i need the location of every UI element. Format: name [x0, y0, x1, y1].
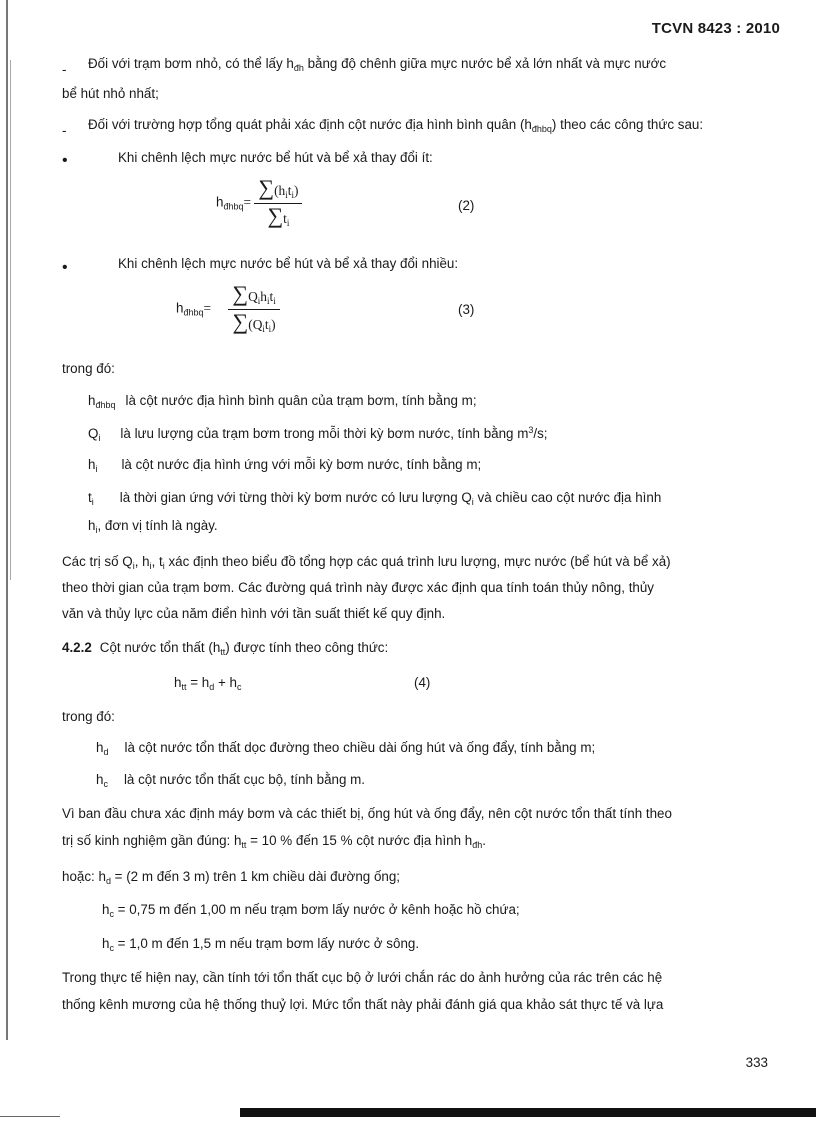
paragraph-5: $h_c = 1,0$ m đến 1,5 m nếu trạm bơm lấy nước ở sông. — [102, 936, 420, 953]
text-line-2: bể hút nhỏ nhất; — [62, 86, 159, 101]
formula-4-label: (4) — [414, 675, 431, 690]
paragraph-1-line-2: theo thời gian của trạm bơm. Các đường quá trình này được xác định qua tính toán thủy nông, thủy — [62, 580, 654, 595]
formula-3: $h_{đhbq}=$ $\frac{\sum Q_ih_it_i}{\sum(Q_it_i)}$ — [176, 284, 280, 335]
definition-hc: $h_c$ là cột nước tổn thất cục bộ, tính bằng m. — [96, 772, 366, 789]
list-dash: - — [62, 62, 67, 77]
definition-hdhbq: $h_{đhbq}$ là cột nước địa hình bình quân của trạm bơm, tính bằng m; — [88, 393, 477, 410]
paragraph-4: $h_c = 0,75$ m đến 1,00 m nếu trạm bơm lấy nước ở kênh hoặc hồ chứa; — [102, 902, 520, 919]
formula-3-label: (3) — [458, 302, 475, 317]
scan-edge-line — [6, 0, 8, 1040]
text-line-3: Đối với trường hợp tổng quát phải xác định cột nước địa hình bình quân $(h_{đhbq})$ theo các công thức sau: — [88, 117, 704, 134]
list-dash: - — [62, 123, 67, 138]
paragraph-1-line-1: Các trị số $Q_i$, $h_i$, $t_i$ xác định theo biểu đồ tổng hợp các quá trình lưu lượng, mực nước (bể hút và bể xả) — [62, 554, 671, 571]
scan-bottom-bar — [240, 1108, 816, 1117]
paragraph-2-line-1: Vì ban đầu chưa xác định máy bơm và các thiết bị, ống hút và ống đẩy, nên cột nước tổn thất tính theo — [62, 806, 672, 821]
list-bullet: • — [62, 152, 68, 169]
bullet-text-2: Khi chênh lệch mực nước bể hút và bể xả thay đổi nhiều: — [118, 256, 459, 271]
standard-code-header: TCVN 8423 : 2010 — [651, 20, 780, 37]
formula-2: $h_{đhbq}=$ $\frac{\sum(h_it_i)}{\sum t_i}$ — [216, 178, 302, 229]
definition-Qi: $Q_i$ là lưu lượng của trạm bơm trong mỗi thời kỳ bơm nước, tính bằng $m^3/s$; — [88, 425, 548, 443]
definition-ti-cont: $h_i$, đơn vị tính là ngày. — [88, 518, 218, 535]
paragraph-6-line-2: thống kênh mương của hệ thống thuỷ lợi. Mức tổn thất này phải đánh giá qua khảo sát thực tế và lựa — [62, 997, 664, 1012]
formula-2-label: (2) — [458, 198, 475, 213]
bullet-text-1: Khi chênh lệch mực nước bể hút và bể xả thay đổi ít: — [118, 150, 433, 165]
page-number: 333 — [745, 1055, 768, 1070]
paragraph-6-line-1: Trong thực tế hiện nay, cần tính tới tổn thất cục bộ ở lưới chắn rác do ảnh hưởng của rác trên các hệ — [62, 970, 663, 985]
formula-4: $h_{tt} = h_d + h_c$ — [174, 675, 242, 692]
definition-ti: $t_i$ là thời gian ứng với từng thời kỳ bơm nước có lưu lượng $Q_i$ và chiều cao cột nước địa hình — [88, 490, 662, 507]
where-label-2: trong đó: — [62, 709, 115, 724]
scan-edge-line-faint — [10, 60, 11, 580]
section-4-2-2-heading: 4.2.2 Cột nước tổn thất $(h_{tt})$ được tính theo công thức: — [62, 640, 389, 657]
paragraph-1-line-3: văn và thủy lực của năm điển hình với tần suất thiết kế quy định. — [62, 606, 446, 621]
paragraph-3: hoặc: $h_d = (2$ m đến 3 m) trên 1 km chiều dài đường ống; — [62, 869, 401, 886]
scan-bottom-line — [0, 1116, 60, 1117]
definition-hi: $h_i$ là cột nước địa hình ứng với mỗi kỳ bơm nước, tính bằng m; — [88, 457, 482, 474]
list-bullet: • — [62, 259, 68, 276]
definition-hd: $h_d$ là cột nước tổn thất dọc đường theo chiều dài ống hút và ống đẩy, tính bằng m; — [96, 740, 596, 757]
text-line-1: Đối với trạm bơm nhỏ, có thể lấy $h_{đh}$ bằng độ chênh giữa mực nước bể xả lớn nhất và mực nước — [88, 56, 667, 73]
where-label-1: trong đó: — [62, 361, 115, 376]
paragraph-2-line-2: trị số kinh nghiệm gần đúng: $h_{tt} = 10$ % đến 15 % cột nước địa hình $h_{đh}$. — [62, 833, 486, 850]
